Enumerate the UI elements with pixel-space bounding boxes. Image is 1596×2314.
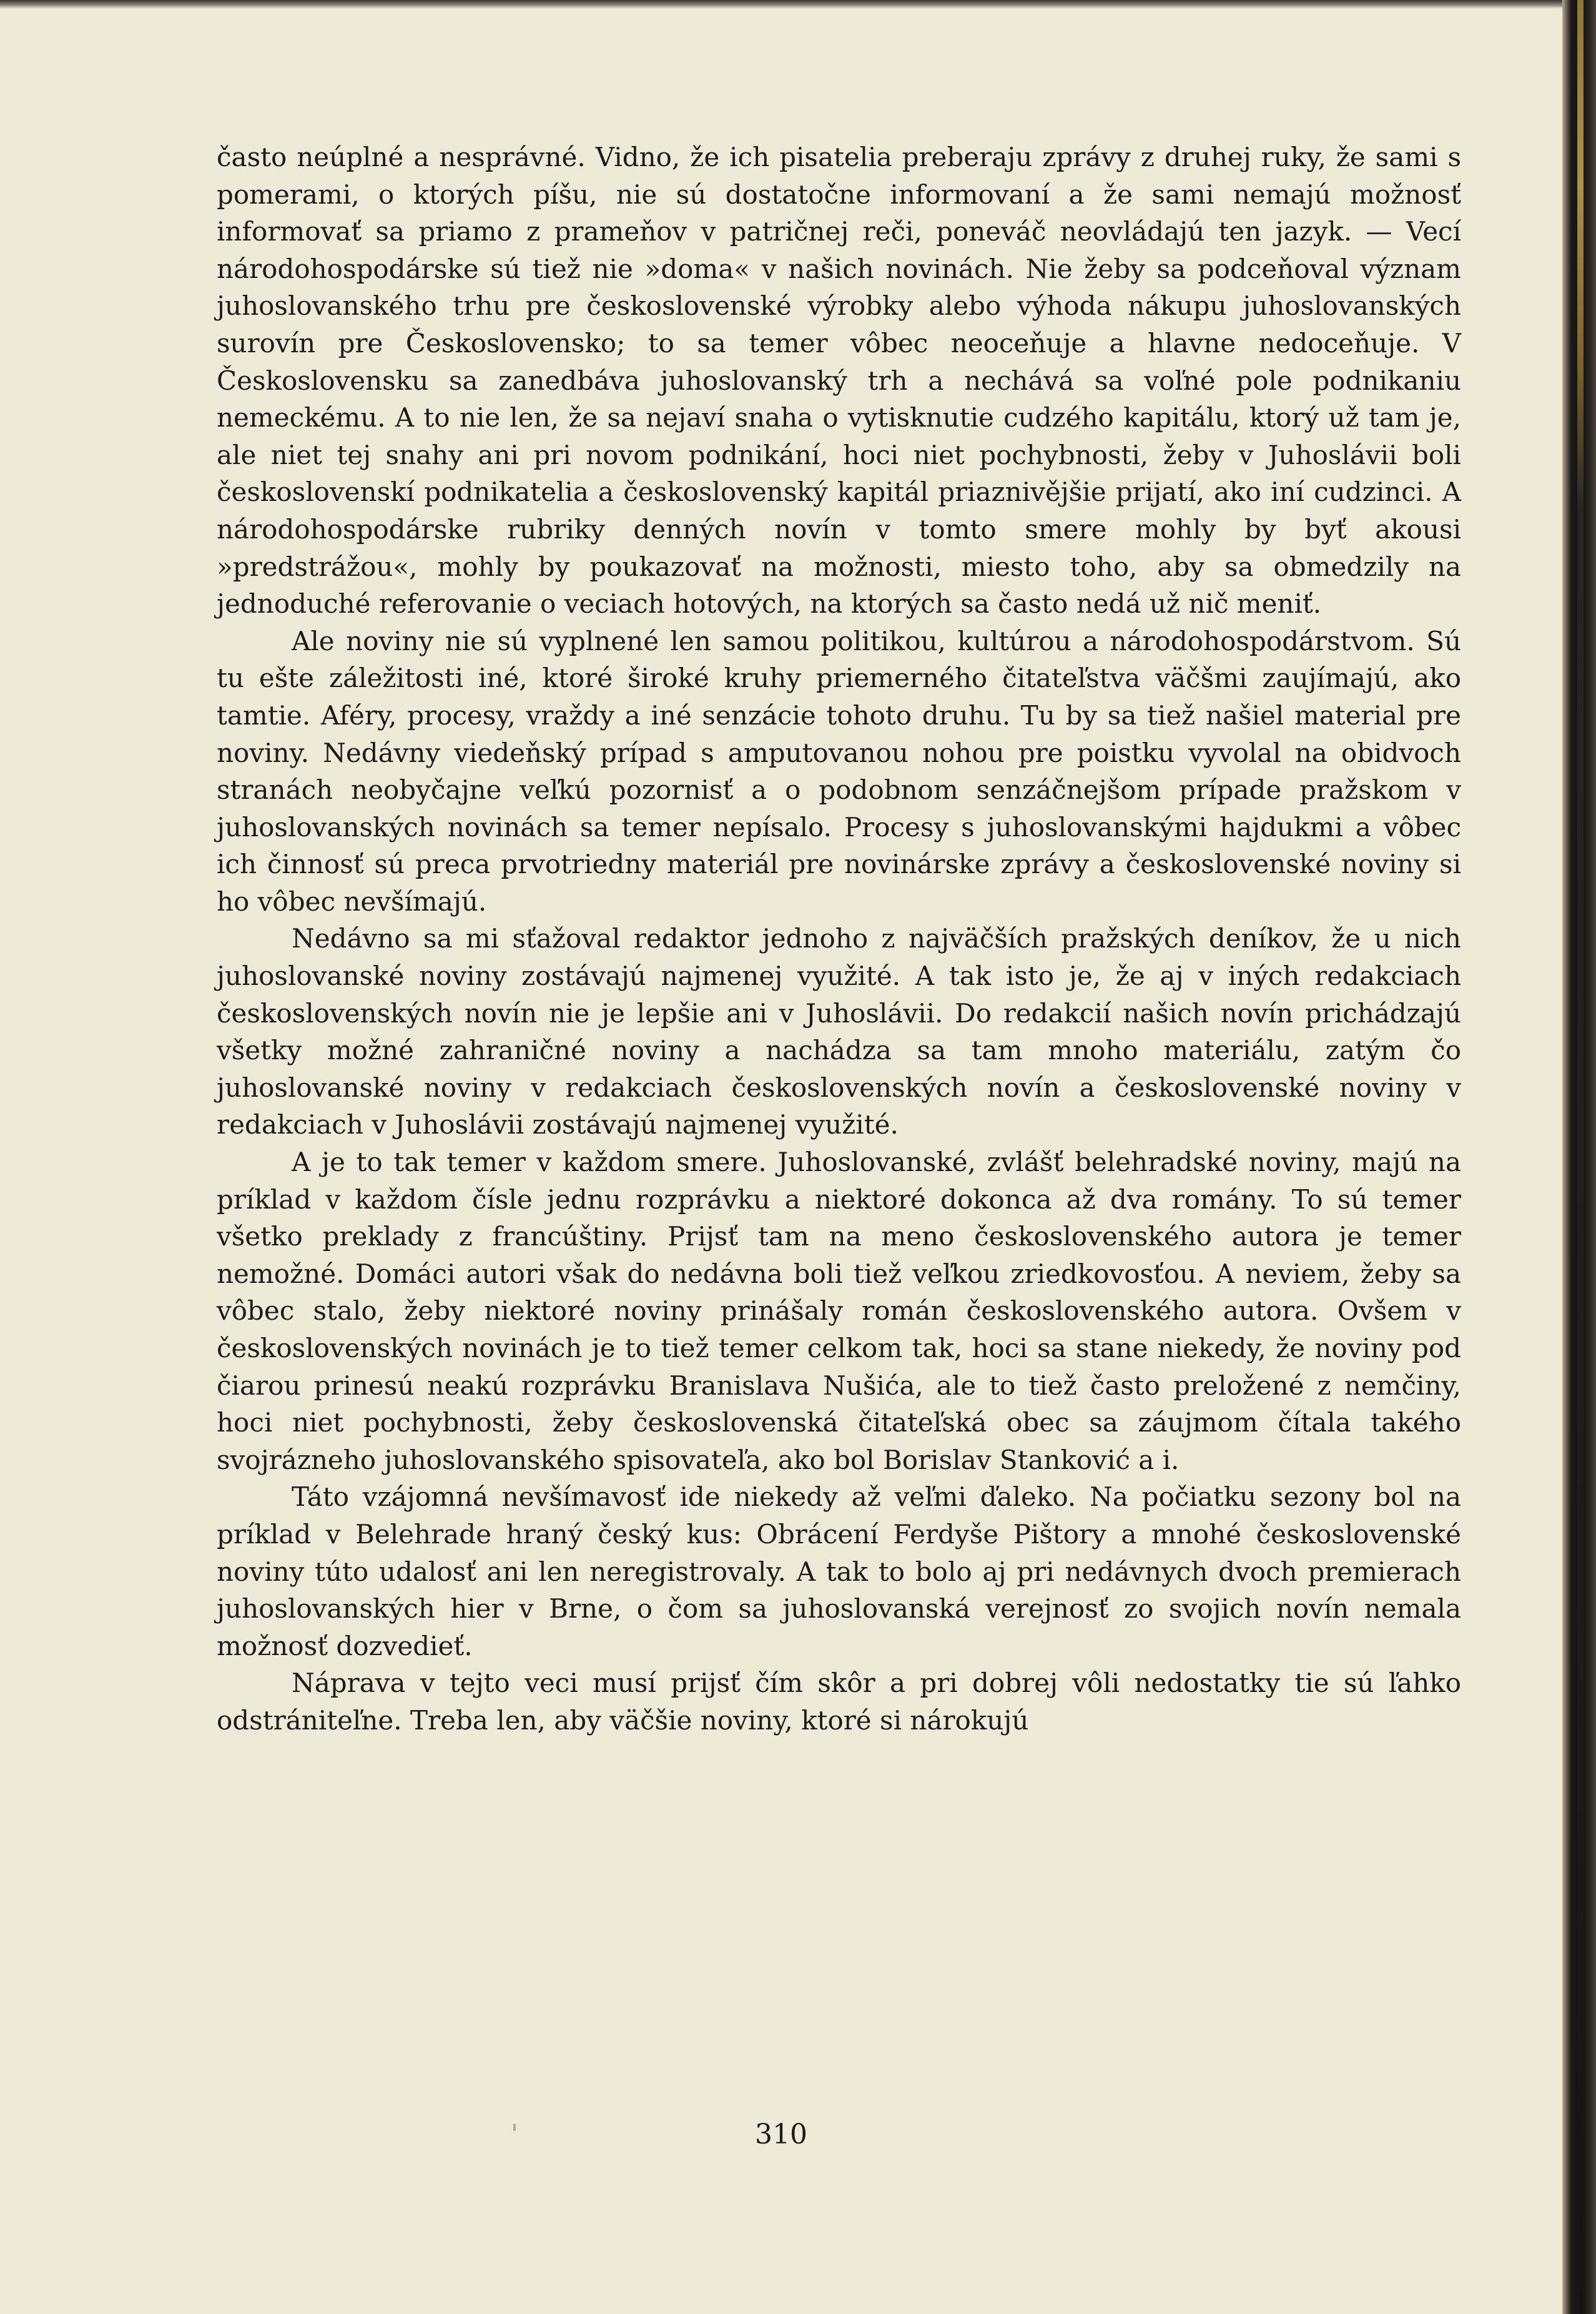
page-top-edge	[0, 0, 1562, 9]
paragraph-4: A je to tak temer v každom smere. Juhoslovanské, zvlášť belehradské noviny, majú na príklad v každom čísle jednu rozprávku a niektoré dokonca až dva romány. To sú temer všetko preklady z francúštiny. Prijsť tam na meno československého autora je temer nemožné. Domáci autori však do nedávna boli tiež veľkou zriedkovosťou. A neviem, žeby sa vôbec stalo, žeby niektoré noviny prinášaly román československého autora. Ovšem v československých novinách je to tiež temer celkom tak, hoci sa stane niekedy, že noviny pod čiarou prinesú neakú rozprávku Branislava Nušića, ale to tiež často preložené z nemčiny, hoci niet pochybnosti, žeby československá čitateľská obec sa záujmom čítala takého svojrázneho juhoslovanského spisovateľa, ako bol Borislav Stanković a i.	[217, 1147, 1461, 1475]
body-text	[217, 139, 1461, 1739]
page-number: 310	[755, 2119, 807, 2150]
paragraph-2: Ale noviny nie sú vyplnené len samou politikou, kultúrou a národohospodárstvom. Sú tu ešte záležitosti iné, ktoré široké kruhy priemerného čitateľstva väčšmi zaujímajú, ako tamtie. Aféry, procesy, vraždy a iné senzácie tohoto druhu. Tu by sa tiež našiel material pre noviny. Nedávny viedeňský prípad s amputovanou nohou pre poistku vyvolal na obidvoch stranách neobyčajne veľkú pozornisť a o podobnom senzáčnejšom prípade pražskom v juhoslovanských novinách sa temer nepísalo. Procesy s juhoslovanskými hajdukmi a vôbec ich činnosť sú preca prvotriedny materiál pre novinárske zprávy a československé noviny si ho vôbec nevšímajú.	[217, 625, 1461, 917]
binding-gold-strip	[1577, 0, 1584, 2314]
paragraph-6: Náprava v tejto veci musí prijsť čím skôr a pri dobrej vôli nedostatky tie sú ľahko odstrániteľne. Treba len, aby väčšie noviny, ktoré si nárokujú	[217, 1668, 1461, 1736]
paragraph-3: Nedávno sa mi sťažoval redaktor jednoho z najväčších pražských deníkov, že u nich juhoslovanské noviny zostávajú najmenej využité. A tak isto je, že aj v iných redakciach československých novín nie je lepšie ani v Juhoslávii. Do redakcií našich novín prichádzajú všetky možné zahraničné noviny a nachádza sa tam mnoho materiálu, zatým čo juhoslovanské noviny v redakciach československých novín a československé noviny v redakciach v Juhoslávii zostávajú najmenej využité.	[217, 923, 1461, 1140]
paragraph-1: často neúplné a nesprávné. Vidno, že ich pisatelia preberaju zprávy z druhej ruky, že sami s pomerami, o ktorých píšu, nie sú dostatočne informovaní a že sami nemajú možnosť informovať sa priamo z prameňov v patričnej reči, poneváč neovládajú ten jazyk. — Vecí národohospodárske sú tiež nie »doma« v našich novinách. Nie žeby sa podceňoval význam juhoslovanského trhu pre československé výrobky alebo výhoda nákupu juhoslovanských surovín pre Československo; to sa temer vôbec neoceňuje a hlavne nedoceňuje. V Československu sa zanedbáva juhoslovanský trh a nechává sa voľné pole podnikaniu nemeckému. A to nie len, že sa nejaví snaha o vytisknutie cudzého kapitálu, ktorý už tam je, ale niet tej snahy ani pri novom podnikání, hoci niet pochybnosti, žeby v Juhoslávii boli československí podnikatelia a československý kapitál priaznivějšie prijatí, ako iní cudzinci. A národohospodárske rubriky denných novín v tomto smere mohly by byť akousi »predstrážou«, mohly by poukazovať na možnosti, miesto toho, aby sa obmedzily na jednoduché referovanie o veciach hotových, na ktorých sa často nedá už nič meniť.	[217, 142, 1461, 620]
paragraph-5: Táto vzájomná nevšímavosť ide niekedy až veľmi ďaleko. Na počiatku sezony bol na príklad v Belehrade hraný český kus: Obrácení Ferdyše Pištory a mnohé československé noviny túto udalosť ani len neregistrovaly. A tak to bolo aj pri nedávnych dvoch premierach juhoslovanských hier v Brne, o čom sa juhoslovanská verejnosť zo svojich novín nemala možnosť dozvedieť.	[217, 1481, 1461, 1661]
